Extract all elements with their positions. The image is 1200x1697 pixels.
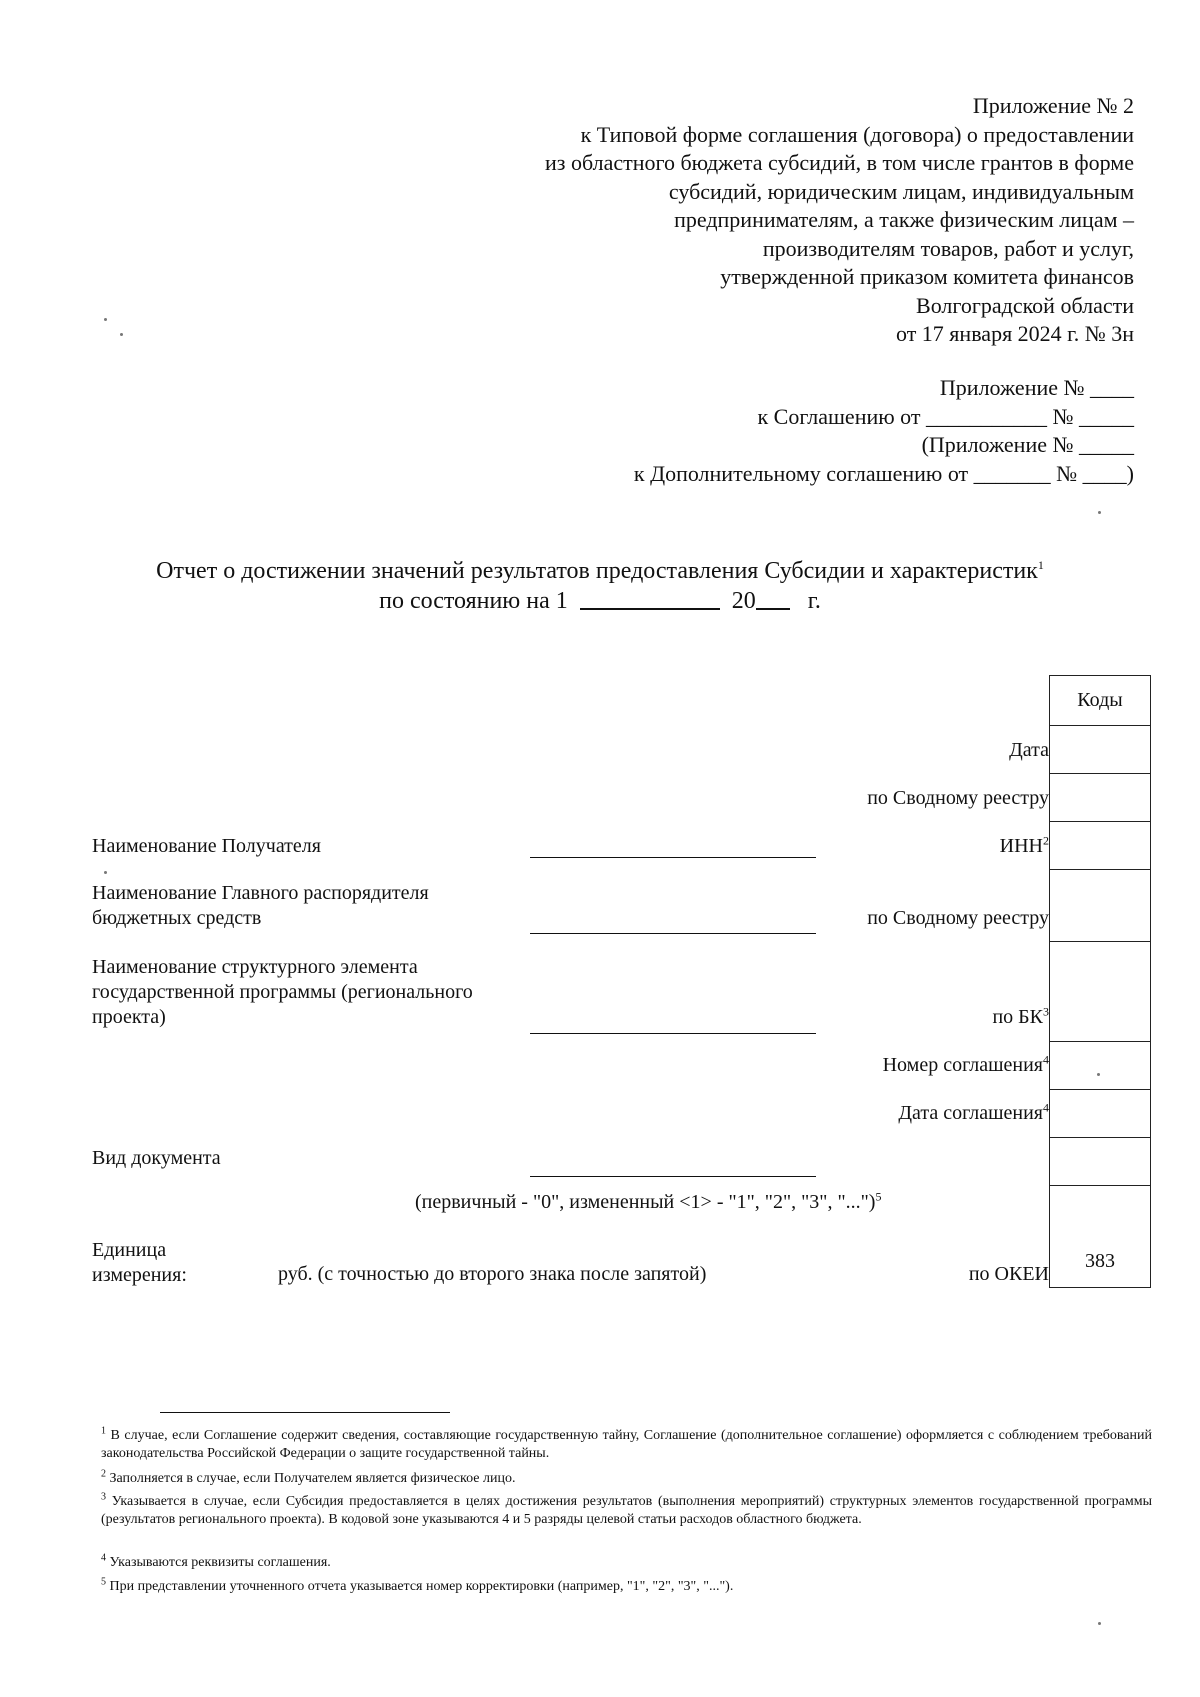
- label-agreement-number: [883, 1053, 1049, 1078]
- label-unit-line: Единица: [92, 1239, 167, 1261]
- report-month-blank: [580, 586, 720, 610]
- appendix-header-line: к Типовой форме соглашения (договора) о предоставлении: [580, 121, 1134, 147]
- code-bk-cell: [1050, 942, 1150, 1042]
- report-date-prefix: по состоянию на 1: [379, 588, 568, 614]
- agreement-header-line: к Соглашению от ___________ № _____: [757, 403, 1134, 429]
- footnote-number: 3: [101, 1491, 106, 1503]
- footnote-ref: 2: [1043, 833, 1049, 848]
- footnote-number: 4: [101, 1552, 106, 1564]
- label-date: Дата: [1009, 739, 1049, 761]
- appendix-header-line: субсидий, юридическим лицам, индивидуальным: [668, 178, 1134, 204]
- label-structural-element-line: Наименование структурного элемента: [92, 956, 418, 978]
- recipient-field-line: [530, 857, 816, 858]
- footnote-ref: 5: [875, 1189, 882, 1204]
- appendix-header-line: утвержденной приказом комитета финансов: [720, 264, 1134, 289]
- appendix-header-line: из областного бюджета субсидий, в том числе грантов в форме: [545, 150, 1134, 175]
- agreement-header: [634, 374, 1134, 488]
- agreement-header-line: (Приложение № _____: [921, 432, 1134, 457]
- label-svodny-reestr-1: по Сводному реестру: [867, 787, 1049, 809]
- footnote-text: В случае, если Соглашение содержит сведения, составляющие государственную тайну, Соглашение (дополнительное соглашение) оформляется с соблюдением требований законодательства Российской Федерации о защите государственной тайны.: [101, 1428, 1153, 1461]
- footnote: [101, 1554, 1152, 1572]
- label-structural-element: [92, 955, 473, 1030]
- label-agreement-date-text: Дата соглашения: [898, 1102, 1043, 1124]
- codes-table: [1049, 675, 1151, 1288]
- label-unit-line: измерения:: [92, 1264, 187, 1286]
- report-title: [0, 556, 1200, 616]
- report-title-line1: [0, 556, 1200, 586]
- scan-speck: [1097, 1073, 1100, 1076]
- label-bk-text: по БК: [992, 1006, 1043, 1028]
- label-agreement-number-text: Номер соглашения: [882, 1054, 1043, 1076]
- scan-speck: [104, 871, 107, 874]
- label-main-manager-line: бюджетных средств: [92, 907, 262, 929]
- footnote-number: 5: [101, 1576, 106, 1588]
- appendix-header-line: предпринимателям, а также физическим лицам –: [674, 207, 1134, 232]
- report-title-text: Отчет о достижении значений результатов предоставления Субсидии и характеристик: [156, 558, 1038, 584]
- label-structural-element-line: проекта): [92, 1006, 166, 1028]
- appendix-header-line: производителям товаров, работ и услуг,: [762, 235, 1134, 261]
- appendix-header-line: Волгоградской области: [916, 292, 1134, 318]
- footnote-number: 1: [101, 1425, 106, 1437]
- scan-speck: [1098, 511, 1101, 514]
- doc-type-hint: [415, 1190, 881, 1215]
- footnote-text: Указываются реквизиты соглашения.: [109, 1555, 331, 1570]
- doc-type-field-line: [530, 1176, 816, 1177]
- footnote: [101, 1493, 1152, 1529]
- label-structural-element-line: государственной программы (регионального: [92, 981, 473, 1003]
- label-recipient: Наименование Получателя: [92, 835, 321, 857]
- footnote: [101, 1578, 1152, 1596]
- footnote-text: Указывается в случае, если Субсидия предоставляется в целях достижения результатов (выполнения мероприятий) структурных элементов государственной программы (результатов регионального проекта). В кодовой зоне указываются 4 и 5 разряды целевой статьи расходов областного бюджета.: [101, 1494, 1153, 1527]
- report-year-prefix: 20: [731, 588, 756, 614]
- code-svodny2-cell: [1050, 870, 1150, 942]
- code-svodny1-cell: [1050, 774, 1150, 822]
- label-doc-type: Вид документа: [92, 1147, 221, 1169]
- footnote-ref: 4: [1043, 1100, 1049, 1115]
- appendix-header-line: от 17 января 2024 г. № 3н: [895, 321, 1134, 346]
- appendix-header: [545, 92, 1134, 349]
- footnote-text: При представлении уточненного отчета указывается номер корректировки (например, "1", "2", "3", "...").: [109, 1579, 734, 1594]
- main-manager-field-line: [530, 933, 816, 934]
- scan-speck: [104, 318, 107, 321]
- label-bk: [992, 1005, 1049, 1030]
- label-inn-text: ИНН: [999, 835, 1043, 857]
- agreement-header-line: к Дополнительному соглашению от _______ № ____): [633, 460, 1134, 486]
- structural-element-field-line: [530, 1033, 816, 1034]
- footnote-separator: [160, 1412, 450, 1413]
- footnote: [101, 1427, 1152, 1463]
- code-doc-type-cell: [1050, 1138, 1150, 1186]
- report-year-suffix: г.: [807, 588, 821, 614]
- report-title-line2: [0, 586, 1200, 616]
- scan-speck: [1098, 1622, 1101, 1625]
- report-year-blank: [756, 586, 790, 610]
- footnote-number: 2: [101, 1468, 106, 1480]
- appendix-header-line: Приложение № 2: [972, 93, 1134, 118]
- doc-type-hint-text: (первичный - "0", измененный <1> - "1", "2", "3", "..."): [415, 1191, 876, 1213]
- label-main-manager: [92, 881, 429, 931]
- codes-header: Коды: [1050, 676, 1150, 726]
- label-agreement-date: [898, 1101, 1049, 1126]
- footnote-ref: 4: [1043, 1052, 1049, 1067]
- code-agreement-number-cell: [1050, 1042, 1150, 1090]
- label-okei: по ОКЕИ: [968, 1263, 1049, 1285]
- code-date-cell: [1050, 726, 1150, 774]
- label-main-manager-line: Наименование Главного распорядителя: [92, 882, 429, 904]
- label-inn: [1000, 834, 1049, 859]
- label-unit: [92, 1238, 187, 1288]
- code-okei-cell: 383: [1050, 1186, 1150, 1288]
- footnote: [101, 1470, 1152, 1488]
- label-svodny-reestr-2: по Сводному реестру: [867, 907, 1049, 929]
- unit-value: руб. (с точностью до второго знака после запятой): [278, 1263, 707, 1285]
- code-inn-cell: [1050, 822, 1150, 870]
- footnote-text: Заполняется в случае, если Получателем является физическое лицо.: [109, 1471, 516, 1486]
- footnote-ref: 3: [1043, 1004, 1049, 1019]
- scan-speck: [120, 333, 123, 336]
- code-agreement-date-cell: [1050, 1090, 1150, 1138]
- agreement-header-line: Приложение № ____: [939, 375, 1134, 400]
- footnote-ref: 1: [1037, 558, 1044, 572]
